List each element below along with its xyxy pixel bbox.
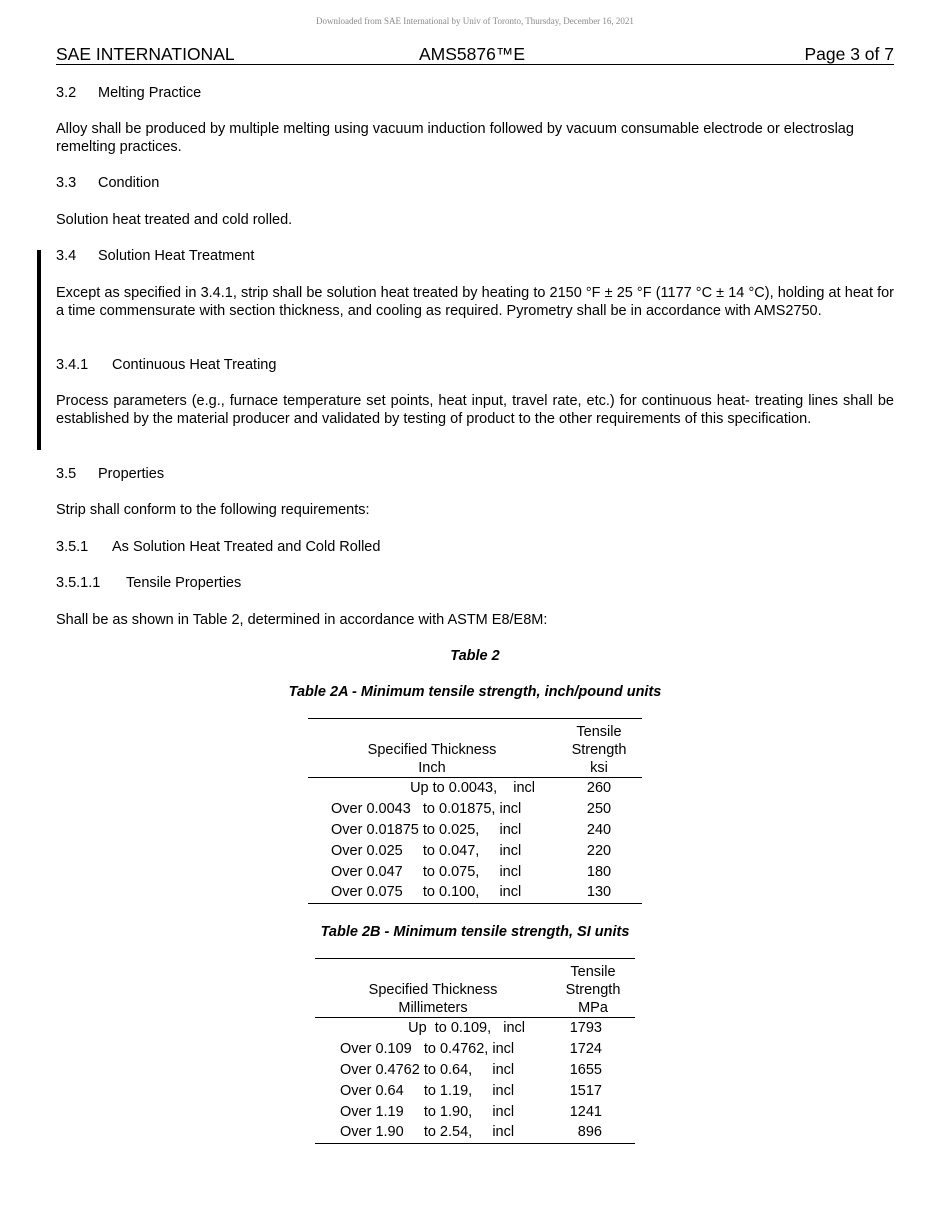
header-line: Strength <box>565 982 621 998</box>
table-header-row <box>308 719 642 778</box>
strength-cell: 180 <box>586 863 612 880</box>
section-3-2-heading <box>56 84 894 102</box>
section-title: Continuous Heat Treating <box>112 357 277 373</box>
section-number: 3.2 <box>56 85 77 101</box>
section-3-4-body: Except as specified in 3.4.1, strip shall be solution heat treated by heating to 2150 °F ± 25 °F (1177 °C ± 14 °C), holding at heat for a time commensurate with section thickness, and cooling as required. Pyrometry shall be in accordance with AMS2750. <box>56 285 894 319</box>
strength-cell: 130 <box>586 884 612 901</box>
section-3-4-heading <box>56 247 894 265</box>
table-2a <box>308 718 642 904</box>
strength-cell: 260 <box>586 780 612 797</box>
section-title: Melting Practice <box>98 85 202 101</box>
strength-cell: 1241 <box>569 1103 602 1120</box>
section-title: Condition <box>98 175 160 191</box>
table-2a-caption: Table 2A - Minimum tensile strength, inch/pound units <box>288 684 662 700</box>
section-3-5-heading <box>56 465 894 483</box>
header-line: Tensile <box>570 964 616 980</box>
header-line: Strength <box>571 742 627 758</box>
section-number: 3.5.1.1 <box>56 575 101 591</box>
table-2-title: Table 2 <box>450 648 500 664</box>
table-row <box>315 1122 635 1143</box>
strength-cell: 1517 <box>569 1082 602 1099</box>
section-3-5-body: Strip shall conform to the following requirements: <box>56 502 370 518</box>
download-watermark: Downloaded from SAE International by Univ of Toronto, Thursday, December 16, 2021 <box>316 16 634 26</box>
header-line: MPa <box>578 1000 608 1016</box>
thickness-cell: Over 0.64 to 1.19, incl <box>340 1082 515 1099</box>
table-row <box>315 1039 635 1060</box>
column-header-thickness <box>315 959 551 1018</box>
section-title: Properties <box>98 466 165 482</box>
section-3-4-1-body: Process parameters (e.g., furnace temperature set points, heat input, travel rate, etc.) for continuous heat- treating lines shall be established by the material producer and validated by testing of product to the other requirements of this specification. <box>56 393 894 427</box>
table-row <box>315 1060 635 1081</box>
section-3-4-1-heading <box>56 356 894 374</box>
column-header-strength <box>556 719 642 778</box>
table-row <box>315 1101 635 1122</box>
strength-cell: 250 <box>586 801 612 818</box>
section-3-5-1-1-body: Shall be as shown in Table 2, determined in accordance with ASTM E8/E8M: <box>56 612 548 628</box>
strength-cell: 1793 <box>569 1020 602 1037</box>
section-number: 3.3 <box>56 175 77 191</box>
thickness-cell: Over 1.90 to 2.54, incl <box>340 1124 515 1141</box>
header-line: Specified Thickness <box>368 982 498 998</box>
section-number: 3.4.1 <box>56 357 89 373</box>
column-header-thickness <box>308 719 556 778</box>
thickness-cell: Over 0.075 to 0.100, incl <box>331 884 522 901</box>
section-3-2-body: Alloy shall be produced by multiple melting using vacuum induction followed by vacuum consumable electrode or electroslag remelting practices. <box>56 121 854 155</box>
section-number: 3.4 <box>56 248 77 264</box>
strength-cell: 896 <box>577 1124 602 1141</box>
table-row <box>308 861 642 882</box>
table-row <box>308 778 642 799</box>
section-number: 3.5 <box>56 466 77 482</box>
thickness-cell: Over 0.4762 to 0.64, incl <box>340 1061 515 1078</box>
thickness-cell: Up to 0.0043, incl <box>410 780 535 797</box>
column-header-strength <box>551 959 635 1018</box>
table-2b <box>315 958 635 1144</box>
section-number: 3.5.1 <box>56 539 89 555</box>
strength-cell: 240 <box>586 821 612 838</box>
section-title: Tensile Properties <box>126 575 242 591</box>
header-page-number: Page 3 of 7 <box>804 44 894 64</box>
table-header-row <box>315 959 635 1018</box>
section-3-3-body: Solution heat treated and cold rolled. <box>56 212 293 228</box>
strength-cell: 220 <box>586 842 612 859</box>
header-line: Specified Thickness <box>367 742 497 758</box>
strength-cell: 1724 <box>569 1041 602 1058</box>
table-row <box>308 799 642 820</box>
section-title: Solution Heat Treatment <box>98 248 255 264</box>
header-doc-id: AMS5876™E <box>419 44 526 64</box>
page-header <box>56 44 894 65</box>
header-line: Millimeters <box>398 1000 468 1016</box>
table-row <box>308 820 642 841</box>
section-title: As Solution Heat Treated and Cold Rolled <box>112 539 381 555</box>
strength-cell: 1655 <box>569 1061 602 1078</box>
table-row <box>315 1080 635 1101</box>
thickness-cell: Over 0.0043 to 0.01875, incl <box>331 801 522 818</box>
thickness-cell: Over 0.025 to 0.047, incl <box>331 842 522 859</box>
thickness-cell: Over 1.19 to 1.90, incl <box>340 1103 515 1120</box>
thickness-cell: Up to 0.109, incl <box>408 1020 525 1037</box>
header-line: ksi <box>590 760 608 776</box>
section-3-5-1-1-heading <box>56 574 894 592</box>
thickness-cell: Over 0.01875 to 0.025, incl <box>331 821 522 838</box>
thickness-cell: Over 0.047 to 0.075, incl <box>331 863 522 880</box>
header-line: Inch <box>418 760 446 776</box>
header-org: SAE INTERNATIONAL <box>56 44 235 64</box>
change-bar <box>37 250 41 450</box>
table-2b-caption: Table 2B - Minimum tensile strength, SI units <box>320 924 630 940</box>
section-3-3-heading <box>56 174 894 192</box>
section-3-5-1-heading <box>56 538 894 556</box>
table-row <box>308 840 642 861</box>
thickness-cell: Over 0.109 to 0.4762, incl <box>340 1041 515 1058</box>
table-row <box>308 882 642 903</box>
table-row <box>315 1018 635 1039</box>
header-line: Tensile <box>576 724 622 740</box>
